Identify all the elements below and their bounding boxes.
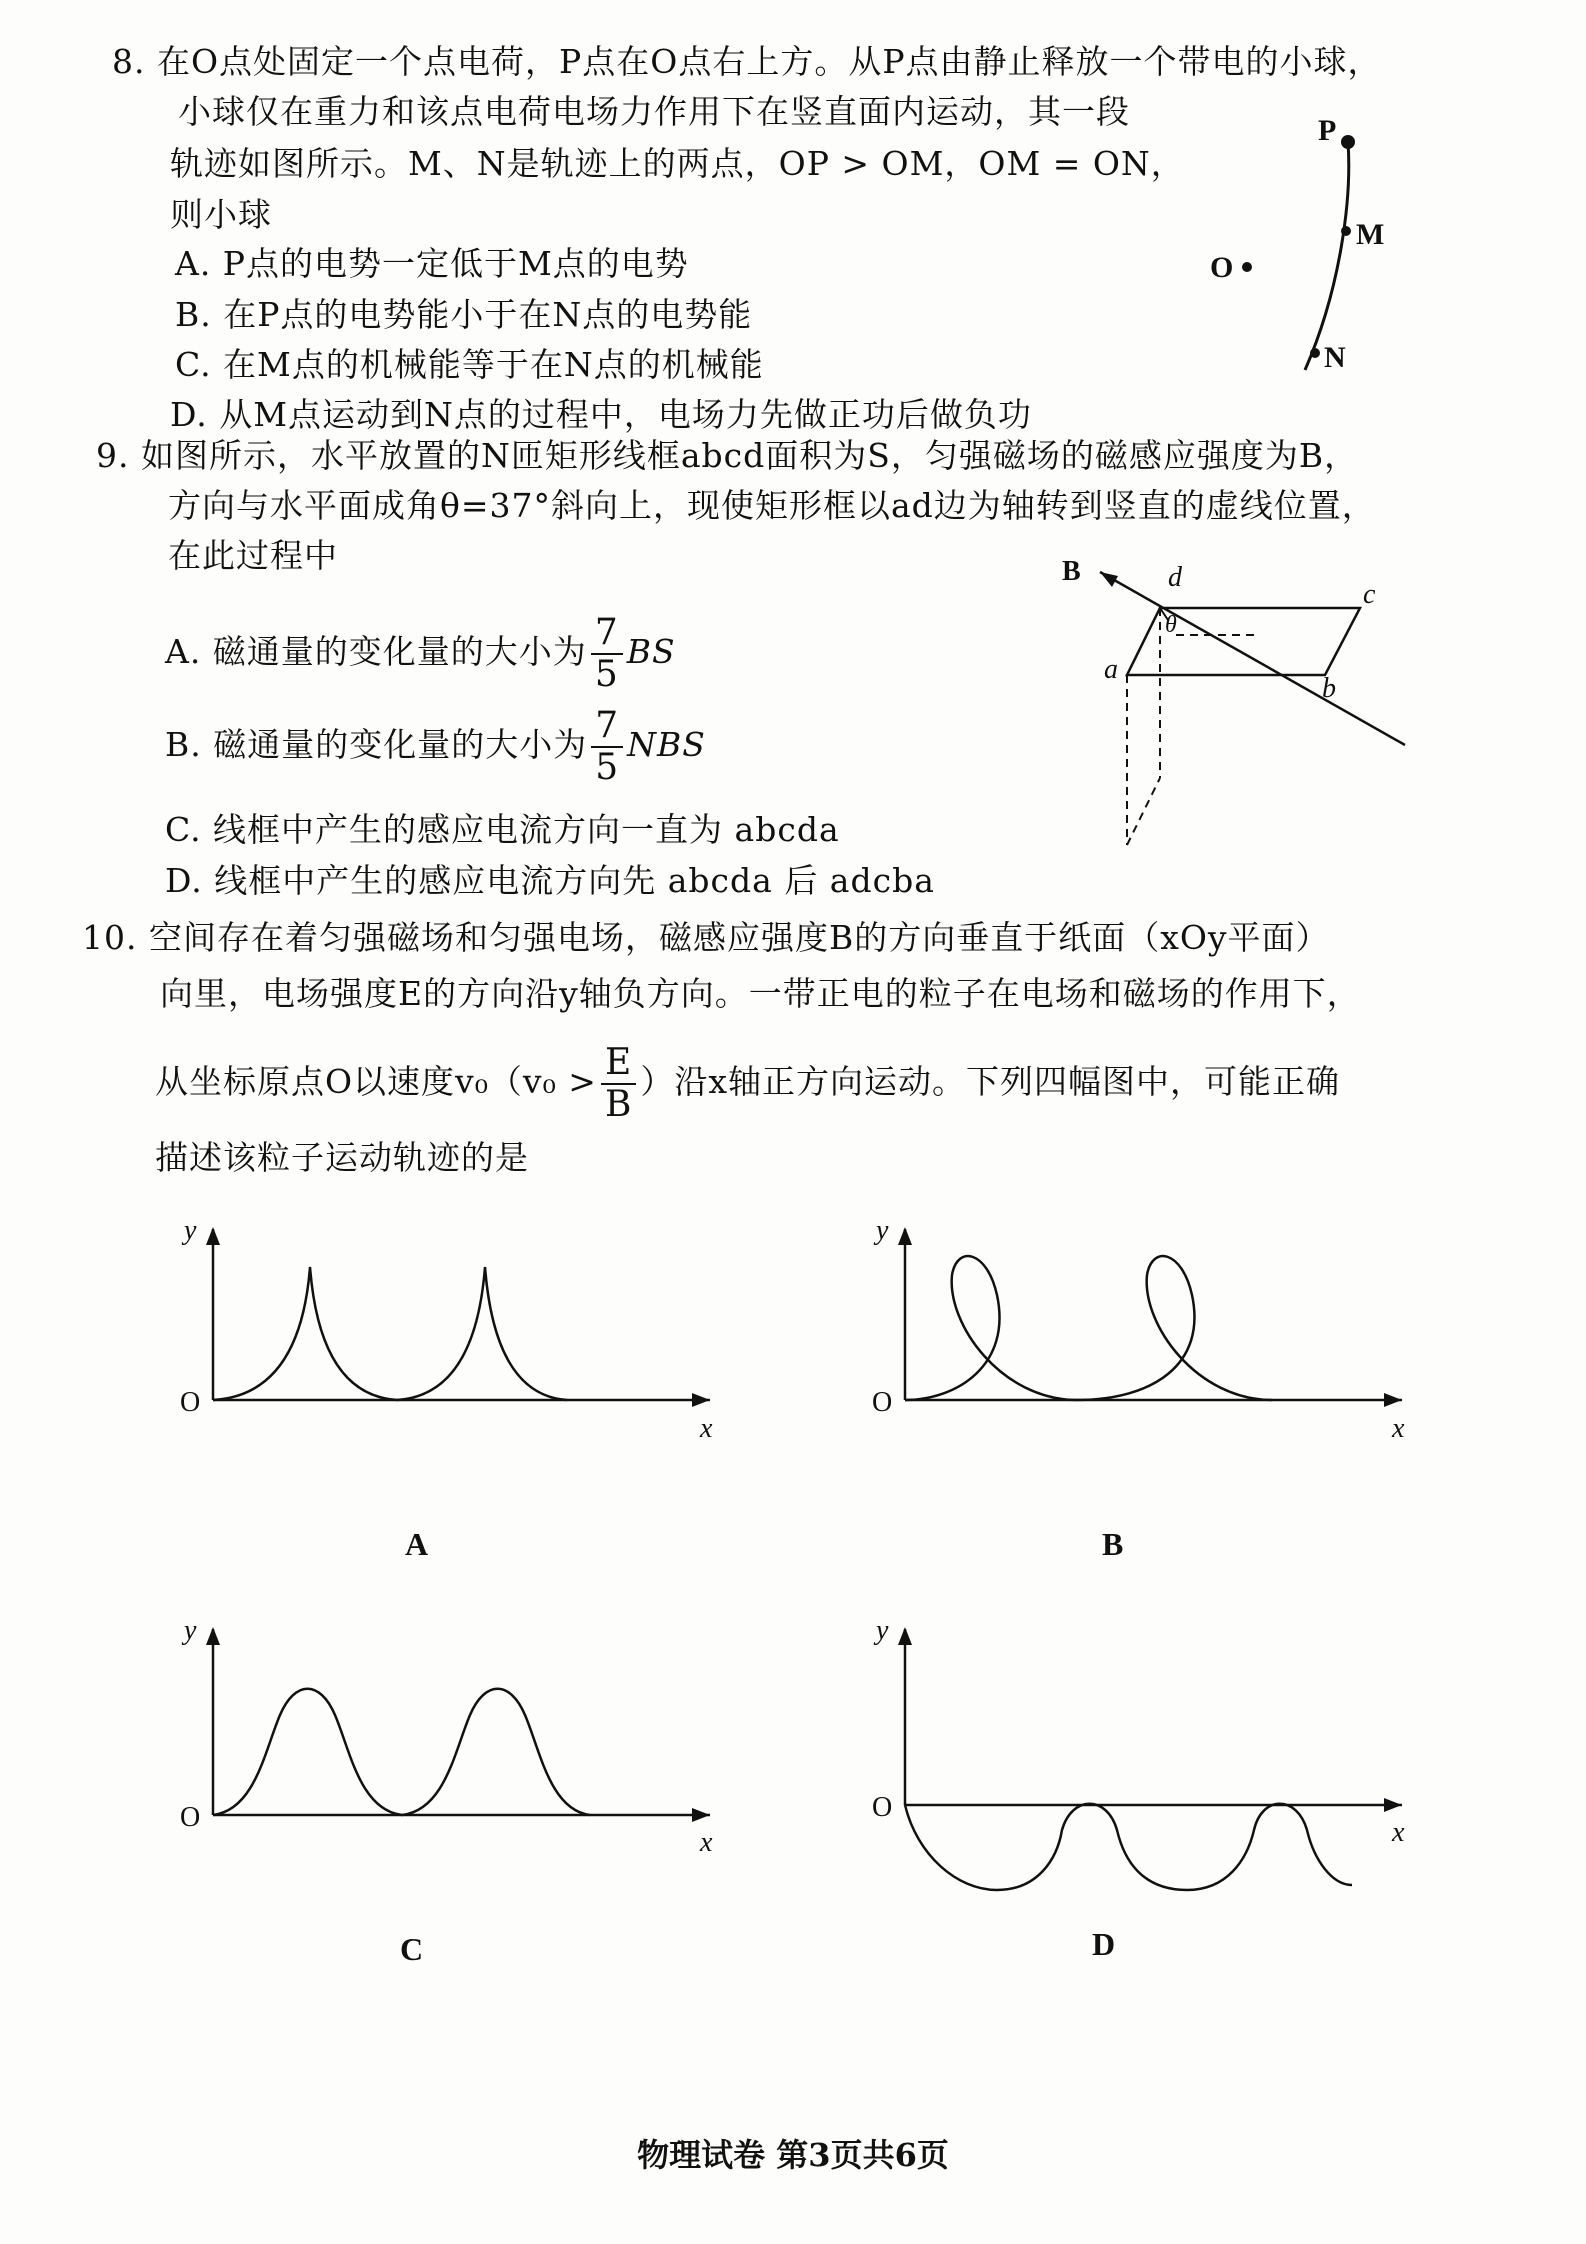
graph-d-y-label: y <box>876 1615 889 1646</box>
q10-line-1 <box>82 918 1330 958</box>
q9-option-d: D. 线框中产生的感应电流方向先 abcda 后 adcba <box>165 861 935 900</box>
q10-stem-3-suffix: ）沿x轴正方向运动。下列四幅图中，可能正确 <box>640 1062 1341 1101</box>
graph-c-y-arrowhead <box>206 1627 220 1645</box>
q8-stem-3: 轨迹如图所示。M、N是轨迹上的两点，OP > OM，OM = ON， <box>170 144 1185 183</box>
q9-label-b-field: B <box>1062 556 1081 587</box>
q9-option-a-fraction <box>591 613 623 695</box>
q9-option-a-denominator: 5 <box>594 654 619 695</box>
q9-coil-rectangle <box>1127 608 1360 675</box>
graph-a-y-label: y <box>184 1215 197 1246</box>
q10-graph-d <box>862 1615 1422 1975</box>
q10-number: 10. <box>82 918 138 957</box>
q9-stem-3: 在此过程中 <box>168 536 338 575</box>
graph-c-trajectory <box>213 1689 590 1815</box>
graph-c-y-label: y <box>184 1615 197 1646</box>
q8-point-n <box>1310 348 1320 358</box>
q8-label-n: N <box>1324 341 1346 374</box>
q9-label-d: d <box>1168 562 1182 593</box>
q8-label-o: O <box>1210 251 1234 284</box>
graph-d-x-arrowhead <box>1384 1798 1402 1812</box>
q9-option-b-numerator: 7 <box>591 706 623 748</box>
graph-a-caption: A <box>405 1526 429 1562</box>
q9-option-b-text: B. 磁通量的变化量的大小为 <box>165 725 588 764</box>
q9-coil-figure <box>1060 556 1420 870</box>
q9-option-a-suffix: BS <box>626 632 676 671</box>
q8-trajectory-figure <box>1180 110 1410 400</box>
graph-a-origin-label: O <box>180 1387 201 1418</box>
q8-stem-1: 在O点处固定一个点电荷，P点在O点右上方。从P点由静止释放一个带电的小球， <box>157 42 1382 81</box>
q8-point-o <box>1242 262 1252 272</box>
graph-b-x-arrowhead <box>1384 1393 1402 1407</box>
graph-d-y-arrowhead <box>898 1627 912 1645</box>
q8-option-d: D. 从M点运动到N点的过程中，电场力先做正功后做负功 <box>170 395 1032 434</box>
q9-vertical-bottom-edge <box>1127 778 1160 845</box>
q8-line-1 <box>112 42 1382 82</box>
graph-b-caption: B <box>1102 1526 1124 1562</box>
q9-option-b-fraction <box>591 706 623 788</box>
graph-d-x-label: x <box>1392 1817 1405 1848</box>
q8-label-p: P <box>1318 114 1337 147</box>
q9-stem-1: 如图所示，水平放置的N匝矩形线框abcd面积为S，匀强磁场的磁感应强度为B， <box>141 436 1359 475</box>
q9-label-theta: θ <box>1165 612 1177 638</box>
q8-number: 8. <box>112 42 146 81</box>
graph-b-trajectory <box>905 1256 1272 1400</box>
q10-e-over-b <box>601 1043 636 1125</box>
q10-stem-1: 空间存在着匀强磁场和匀强电场，磁感应强度B的方向垂直于纸面（xOy平面） <box>148 918 1330 957</box>
q8-option-c: C. 在M点的机械能等于在N点的机械能 <box>175 345 764 384</box>
graph-b-origin-label: O <box>872 1387 893 1418</box>
graph-d-caption: D <box>1092 1926 1116 1962</box>
q9-option-b <box>165 705 706 788</box>
graph-c-x-label: x <box>700 1827 713 1858</box>
q10-fraction-denominator: B <box>604 1084 633 1125</box>
q9-option-a-numerator: 7 <box>591 613 623 655</box>
q9-number: 9. <box>96 436 130 475</box>
graph-b-x-label: x <box>1392 1413 1405 1444</box>
q10-fraction-numerator: E <box>601 1043 636 1085</box>
graph-c-origin-label: O <box>180 1802 201 1833</box>
q9-option-b-denominator: 5 <box>595 747 620 788</box>
graph-c-caption: C <box>400 1931 424 1967</box>
graph-d-trajectory <box>905 1804 1352 1890</box>
q9-b-field-arrowhead <box>1100 572 1118 587</box>
graph-b-y-label: y <box>876 1215 889 1246</box>
q8-option-b: B. 在P点的电势能小于在N点的电势能 <box>175 295 753 334</box>
q8-point-p <box>1341 135 1355 149</box>
q8-label-m: M <box>1356 218 1385 251</box>
q8-stem-4: 则小球 <box>170 195 272 234</box>
graph-a-x-arrowhead <box>692 1393 710 1407</box>
graph-a-x-label: x <box>700 1413 713 1444</box>
q8-stem-2: 小球仅在重力和该点电荷电场力作用下在竖直面内运动，其一段 <box>178 92 1130 131</box>
q8-option-a: A. P点的电势一定低于M点的电势 <box>175 244 689 283</box>
q9-label-a: a <box>1104 654 1118 685</box>
q8-point-m <box>1341 226 1351 236</box>
q9-line-1 <box>96 436 1358 476</box>
q10-stem-3 <box>155 1042 1340 1125</box>
q9-stem-2: 方向与水平面成角θ=37°斜向上，现使矩形框以ad边为轴转到竖直的虚线位置， <box>168 486 1376 525</box>
q9-option-c: C. 线框中产生的感应电流方向一直为 abcda <box>165 810 840 849</box>
q9-option-a-text: A. 磁通量的变化量的大小为 <box>165 632 587 671</box>
page-footer: 物理试卷 第3页共6页 <box>637 2136 949 2174</box>
q10-stem-4: 描述该粒子运动轨迹的是 <box>155 1138 529 1177</box>
q10-graph-a <box>170 1215 730 1575</box>
graph-d-origin-label: O <box>872 1792 893 1823</box>
q10-stem-2: 向里，电场强度E的方向沿y轴负方向。一带正电的粒子在电场和磁场的作用下， <box>160 974 1361 1013</box>
q10-graph-b <box>862 1215 1422 1575</box>
q10-stem-3-prefix: 从坐标原点O以速度v₀（v₀ > <box>155 1062 597 1101</box>
q9-b-field-line <box>1100 572 1405 745</box>
graph-b-y-arrowhead <box>898 1227 912 1245</box>
graph-a-trajectory <box>213 1267 567 1400</box>
q9-option-b-suffix: NBS <box>627 725 706 764</box>
q9-label-b: b <box>1322 673 1336 704</box>
graph-c-x-arrowhead <box>692 1808 710 1822</box>
q9-option-a <box>165 612 676 695</box>
q9-label-c: c <box>1363 579 1376 610</box>
graph-a-y-arrowhead <box>206 1227 220 1245</box>
q10-graph-c <box>170 1615 730 1975</box>
q8-trajectory-curve <box>1305 142 1349 370</box>
